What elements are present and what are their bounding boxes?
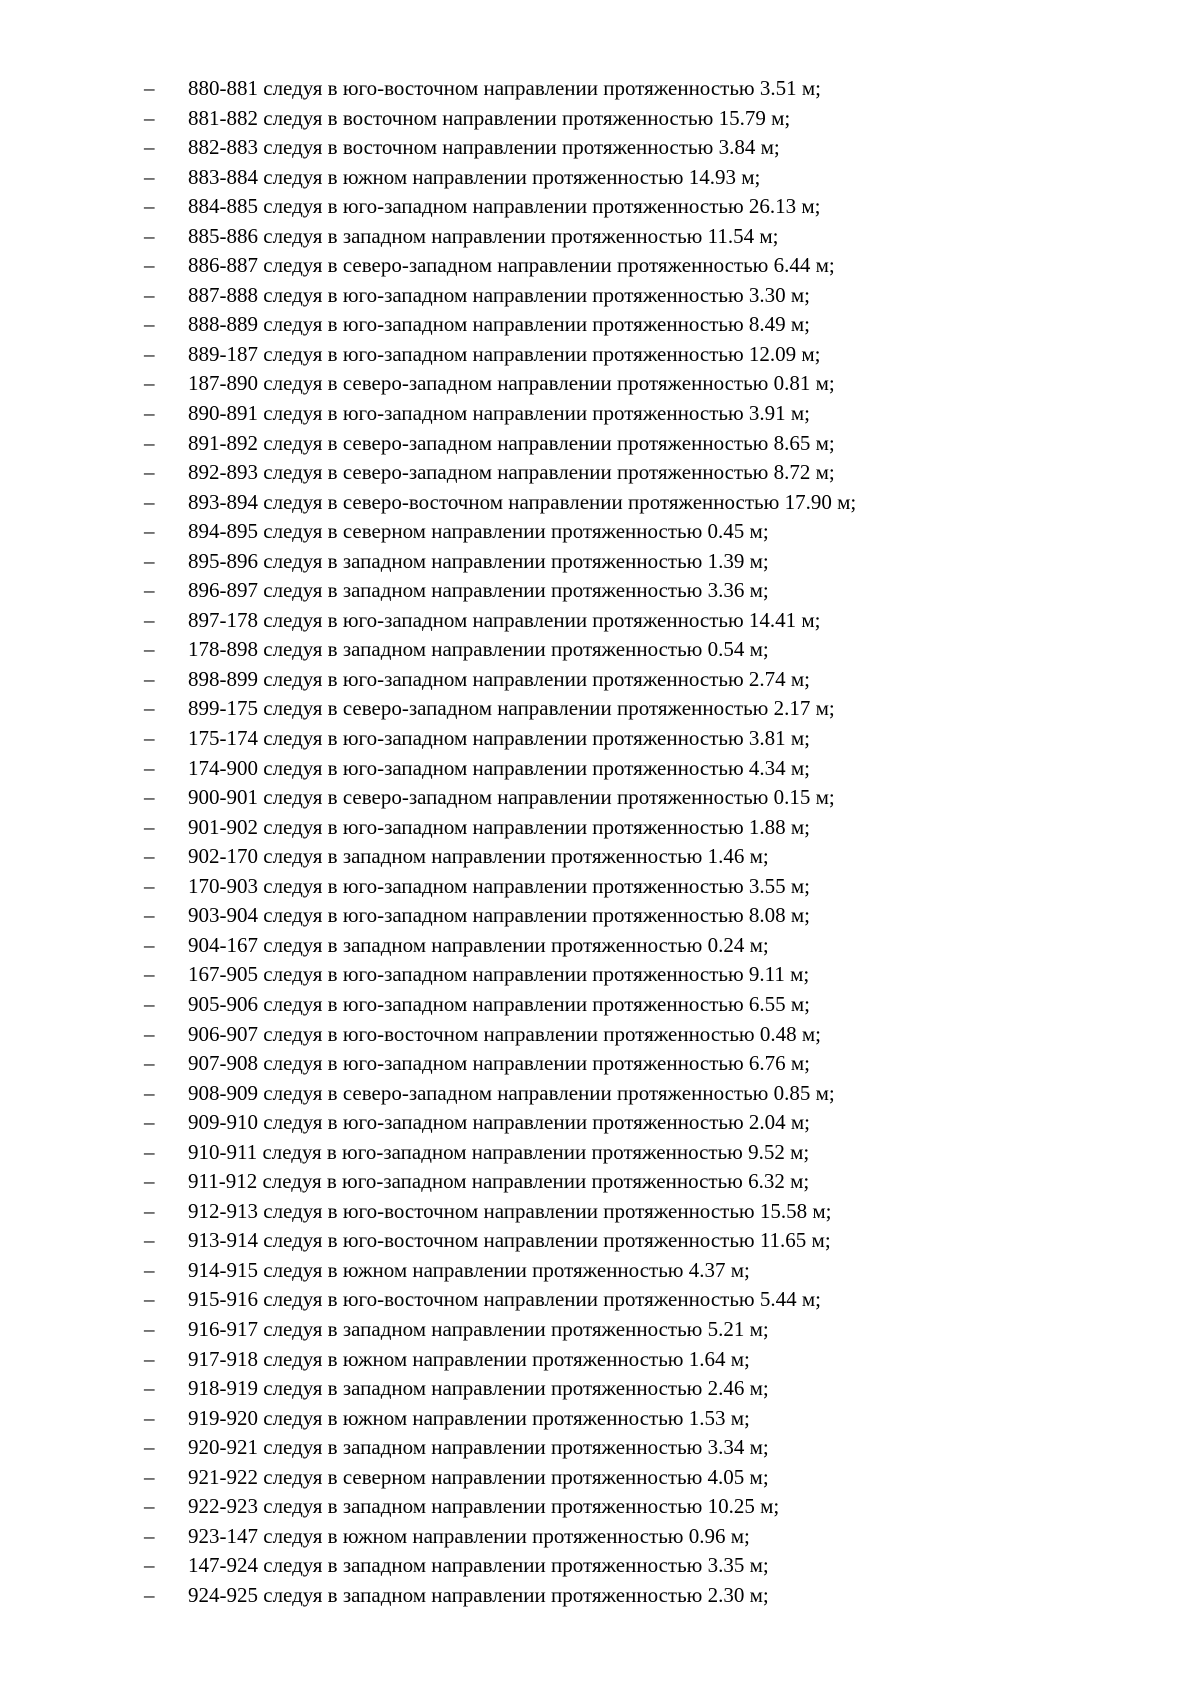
list-bullet: – xyxy=(144,666,155,691)
list-item xyxy=(0,1049,1200,1079)
list-item xyxy=(0,635,1200,665)
segment-description: 890-891 следуя в юго-западном направлении протяженностью 3.91 м; xyxy=(188,401,811,426)
segment-description: 888-889 следуя в юго-западном направлении протяженностью 8.49 м; xyxy=(188,312,811,337)
list-item xyxy=(0,724,1200,754)
segment-description: 917-918 следуя в южном направлении протяженностью 1.64 м; xyxy=(188,1346,750,1371)
list-item xyxy=(0,694,1200,724)
segment-description: 894-895 следуя в северном направлении протяженностью 0.45 м; xyxy=(188,519,769,544)
list-bullet: – xyxy=(144,637,155,662)
list-bullet: – xyxy=(144,962,155,987)
segment-description: 915-916 следуя в юго-восточном направлении протяженностью 5.44 м; xyxy=(188,1287,821,1312)
list-item xyxy=(0,1463,1200,1493)
segment-description: 914-915 следуя в южном направлении протяженностью 4.37 м; xyxy=(188,1257,750,1282)
list-bullet: – xyxy=(144,223,155,248)
list-bullet: – xyxy=(144,1198,155,1223)
segment-description: 923-147 следуя в южном направлении протяженностью 0.96 м; xyxy=(188,1523,750,1548)
list-item xyxy=(0,783,1200,813)
list-item xyxy=(0,1404,1200,1434)
list-item xyxy=(0,429,1200,459)
list-item xyxy=(0,1256,1200,1286)
list-bullet: – xyxy=(144,1316,155,1341)
segment-description: 905-906 следуя в юго-западном направлении протяженностью 6.55 м; xyxy=(188,991,811,1016)
segment-description: 921-922 следуя в северном направлении протяженностью 4.05 м; xyxy=(188,1464,769,1489)
list-bullet: – xyxy=(144,1051,155,1076)
segment-description: 919-920 следуя в южном направлении протяженностью 1.53 м; xyxy=(188,1405,750,1430)
segment-description: 899-175 следуя в северо-западном направлении протяженностью 2.17 м; xyxy=(188,696,835,721)
segment-description: 922-923 следуя в западном направлении протяженностью 10.25 м; xyxy=(188,1494,780,1519)
segment-description: 901-902 следуя в юго-западном направлении протяженностью 1.88 м; xyxy=(188,814,811,839)
segment-description: 891-892 следуя в северо-западном направлении протяженностью 8.65 м; xyxy=(188,430,835,455)
segment-description: 900-901 следуя в северо-западном направлении протяженностью 0.15 м; xyxy=(188,785,835,810)
list-item xyxy=(0,340,1200,370)
segment-description: 880-881 следуя в юго-восточном направлении протяженностью 3.51 м; xyxy=(188,76,821,100)
segment-description: 889-187 следуя в юго-западном направлении протяженностью 12.09 м; xyxy=(188,341,821,366)
list-item xyxy=(0,369,1200,399)
list-bullet: – xyxy=(144,991,155,1016)
list-bullet: – xyxy=(144,578,155,603)
list-item xyxy=(0,1345,1200,1375)
segment-description: 906-907 следуя в юго-восточном направлении протяженностью 0.48 м; xyxy=(188,1021,821,1046)
list-bullet: – xyxy=(144,401,155,426)
segment-description: 909-910 следуя в юго-западном направлении протяженностью 2.04 м; xyxy=(188,1110,811,1135)
list-item xyxy=(0,606,1200,636)
list-bullet: – xyxy=(144,1494,155,1519)
list-item xyxy=(0,1020,1200,1050)
segment-description: 916-917 следуя в западном направлении протяженностью 5.21 м; xyxy=(188,1316,769,1341)
list-item xyxy=(0,458,1200,488)
list-item xyxy=(0,310,1200,340)
segment-description: 178-898 следуя в западном направлении протяженностью 0.54 м; xyxy=(188,637,769,662)
list-item xyxy=(0,1197,1200,1227)
segment-description: 912-913 следуя в юго-восточном направлении протяженностью 15.58 м; xyxy=(188,1198,832,1223)
segment-description: 883-884 следуя в южном направлении протяженностью 14.93 м; xyxy=(188,164,761,189)
list-item xyxy=(0,1522,1200,1552)
list-item xyxy=(0,901,1200,931)
list-item xyxy=(0,1138,1200,1168)
segment-description: 885-886 следуя в западном направлении протяженностью 11.54 м; xyxy=(188,223,779,248)
list-item xyxy=(0,1285,1200,1315)
list-bullet: – xyxy=(144,903,155,928)
segment-description: 882-883 следуя в восточном направлении протяженностью 3.84 м; xyxy=(188,135,780,160)
segment-description: 924-925 следуя в западном направлении протяженностью 2.30 м; xyxy=(188,1582,769,1607)
list-bullet: – xyxy=(144,1553,155,1578)
segment-description: 918-919 следуя в западном направлении протяженностью 2.46 м; xyxy=(188,1376,769,1401)
list-bullet: – xyxy=(144,1464,155,1489)
list-bullet: – xyxy=(144,1257,155,1282)
list-item xyxy=(0,399,1200,429)
segment-description: 187-890 следуя в северо-западном направлении протяженностью 0.81 м; xyxy=(188,371,835,396)
list-item xyxy=(0,163,1200,193)
list-bullet: – xyxy=(144,1346,155,1371)
list-bullet: – xyxy=(144,371,155,396)
segment-description: 897-178 следуя в юго-западном направлении протяженностью 14.41 м; xyxy=(188,607,821,632)
segment-description: 895-896 следуя в западном направлении протяженностью 1.39 м; xyxy=(188,548,769,573)
list-bullet: – xyxy=(144,430,155,455)
segment-description: 907-908 следуя в юго-западном направлении протяженностью 6.76 м; xyxy=(188,1051,811,1076)
segment-description: 170-903 следуя в юго-западном направлении протяженностью 3.55 м; xyxy=(188,873,811,898)
list-bullet: – xyxy=(144,312,155,337)
list-bullet: – xyxy=(144,814,155,839)
list-bullet: – xyxy=(144,785,155,810)
list-item xyxy=(0,990,1200,1020)
boundary-segment-list xyxy=(0,74,1200,1610)
list-item xyxy=(0,281,1200,311)
list-item xyxy=(0,1315,1200,1345)
list-bullet: – xyxy=(144,1376,155,1401)
list-bullet: – xyxy=(144,460,155,485)
list-item xyxy=(0,931,1200,961)
list-bullet: – xyxy=(144,726,155,751)
list-bullet: – xyxy=(144,1139,155,1164)
list-bullet: – xyxy=(144,341,155,366)
segment-description: 175-174 следуя в юго-западном направлении протяженностью 3.81 м; xyxy=(188,726,811,751)
list-item xyxy=(0,576,1200,606)
list-item xyxy=(0,960,1200,990)
list-bullet: – xyxy=(144,1228,155,1253)
list-bullet: – xyxy=(144,489,155,514)
list-item xyxy=(0,192,1200,222)
list-bullet: – xyxy=(144,932,155,957)
list-bullet: – xyxy=(144,135,155,160)
list-bullet: – xyxy=(144,1080,155,1105)
list-bullet: – xyxy=(144,1287,155,1312)
list-bullet: – xyxy=(144,164,155,189)
segment-description: 904-167 следуя в западном направлении протяженностью 0.24 м; xyxy=(188,932,769,957)
list-bullet: – xyxy=(144,873,155,898)
segment-description: 174-900 следуя в юго-западном направлении протяженностью 4.34 м; xyxy=(188,755,811,780)
segment-description: 898-899 следуя в юго-западном направлении протяженностью 2.74 м; xyxy=(188,666,811,691)
list-bullet: – xyxy=(144,1435,155,1460)
segment-description: 908-909 следуя в северо-западном направлении протяженностью 0.85 м; xyxy=(188,1080,835,1105)
list-bullet: – xyxy=(144,519,155,544)
list-bullet: – xyxy=(144,548,155,573)
list-bullet: – xyxy=(144,1582,155,1607)
list-item xyxy=(0,133,1200,163)
list-item xyxy=(0,104,1200,134)
list-bullet: – xyxy=(144,1021,155,1046)
segment-description: 892-893 следуя в северо-западном направлении протяженностью 8.72 м; xyxy=(188,460,835,485)
segment-description: 887-888 следуя в юго-западном направлении протяженностью 3.30 м; xyxy=(188,282,811,307)
segment-description: 884-885 следуя в юго-западном направлении протяженностью 26.13 м; xyxy=(188,194,821,219)
list-bullet: – xyxy=(144,76,155,100)
segment-description: 896-897 следуя в западном направлении протяженностью 3.36 м; xyxy=(188,578,769,603)
segment-description: 902-170 следуя в западном направлении протяженностью 1.46 м; xyxy=(188,844,769,869)
segment-description: 886-887 следуя в северо-западном направлении протяженностью 6.44 м; xyxy=(188,253,835,278)
list-bullet: – xyxy=(144,105,155,130)
list-item xyxy=(0,1492,1200,1522)
segment-description: 911-912 следуя в юго-западном направлении протяженностью 6.32 м; xyxy=(188,1169,810,1194)
list-bullet: – xyxy=(144,607,155,632)
list-bullet: – xyxy=(144,844,155,869)
list-bullet: – xyxy=(144,1523,155,1548)
list-bullet: – xyxy=(144,253,155,278)
segment-description: 903-904 следуя в юго-западном направлении протяженностью 8.08 м; xyxy=(188,903,811,928)
segment-description: 910-911 следуя в юго-западном направлении протяженностью 9.52 м; xyxy=(188,1139,810,1164)
list-bullet: – xyxy=(144,1169,155,1194)
segment-description: 920-921 следуя в западном направлении протяженностью 3.34 м; xyxy=(188,1435,769,1460)
segment-description: 913-914 следуя в юго-восточном направлении протяженностью 11.65 м; xyxy=(188,1228,831,1253)
list-bullet: – xyxy=(144,194,155,219)
list-item xyxy=(0,74,1200,104)
list-item xyxy=(0,754,1200,784)
segment-description: 167-905 следуя в юго-западном направлении протяженностью 9.11 м; xyxy=(188,962,810,987)
list-bullet: – xyxy=(144,696,155,721)
list-item xyxy=(0,1374,1200,1404)
list-bullet: – xyxy=(144,282,155,307)
list-item xyxy=(0,488,1200,518)
list-item xyxy=(0,1079,1200,1109)
segment-description: 147-924 следуя в западном направлении протяженностью 3.35 м; xyxy=(188,1553,769,1578)
list-item xyxy=(0,842,1200,872)
list-item xyxy=(0,1433,1200,1463)
list-item xyxy=(0,1581,1200,1611)
list-bullet: – xyxy=(144,1405,155,1430)
list-item xyxy=(0,665,1200,695)
list-item xyxy=(0,872,1200,902)
list-item xyxy=(0,1226,1200,1256)
list-item xyxy=(0,1551,1200,1581)
list-item xyxy=(0,251,1200,281)
list-item xyxy=(0,222,1200,252)
list-item xyxy=(0,813,1200,843)
segment-description: 893-894 следуя в северо-восточном направлении протяженностью 17.90 м; xyxy=(188,489,857,514)
list-item xyxy=(0,1108,1200,1138)
list-item xyxy=(0,517,1200,547)
list-bullet: – xyxy=(144,1110,155,1135)
list-item xyxy=(0,547,1200,577)
list-bullet: – xyxy=(144,755,155,780)
list-item xyxy=(0,1167,1200,1197)
segment-description: 881-882 следуя в восточном направлении протяженностью 15.79 м; xyxy=(188,105,791,130)
